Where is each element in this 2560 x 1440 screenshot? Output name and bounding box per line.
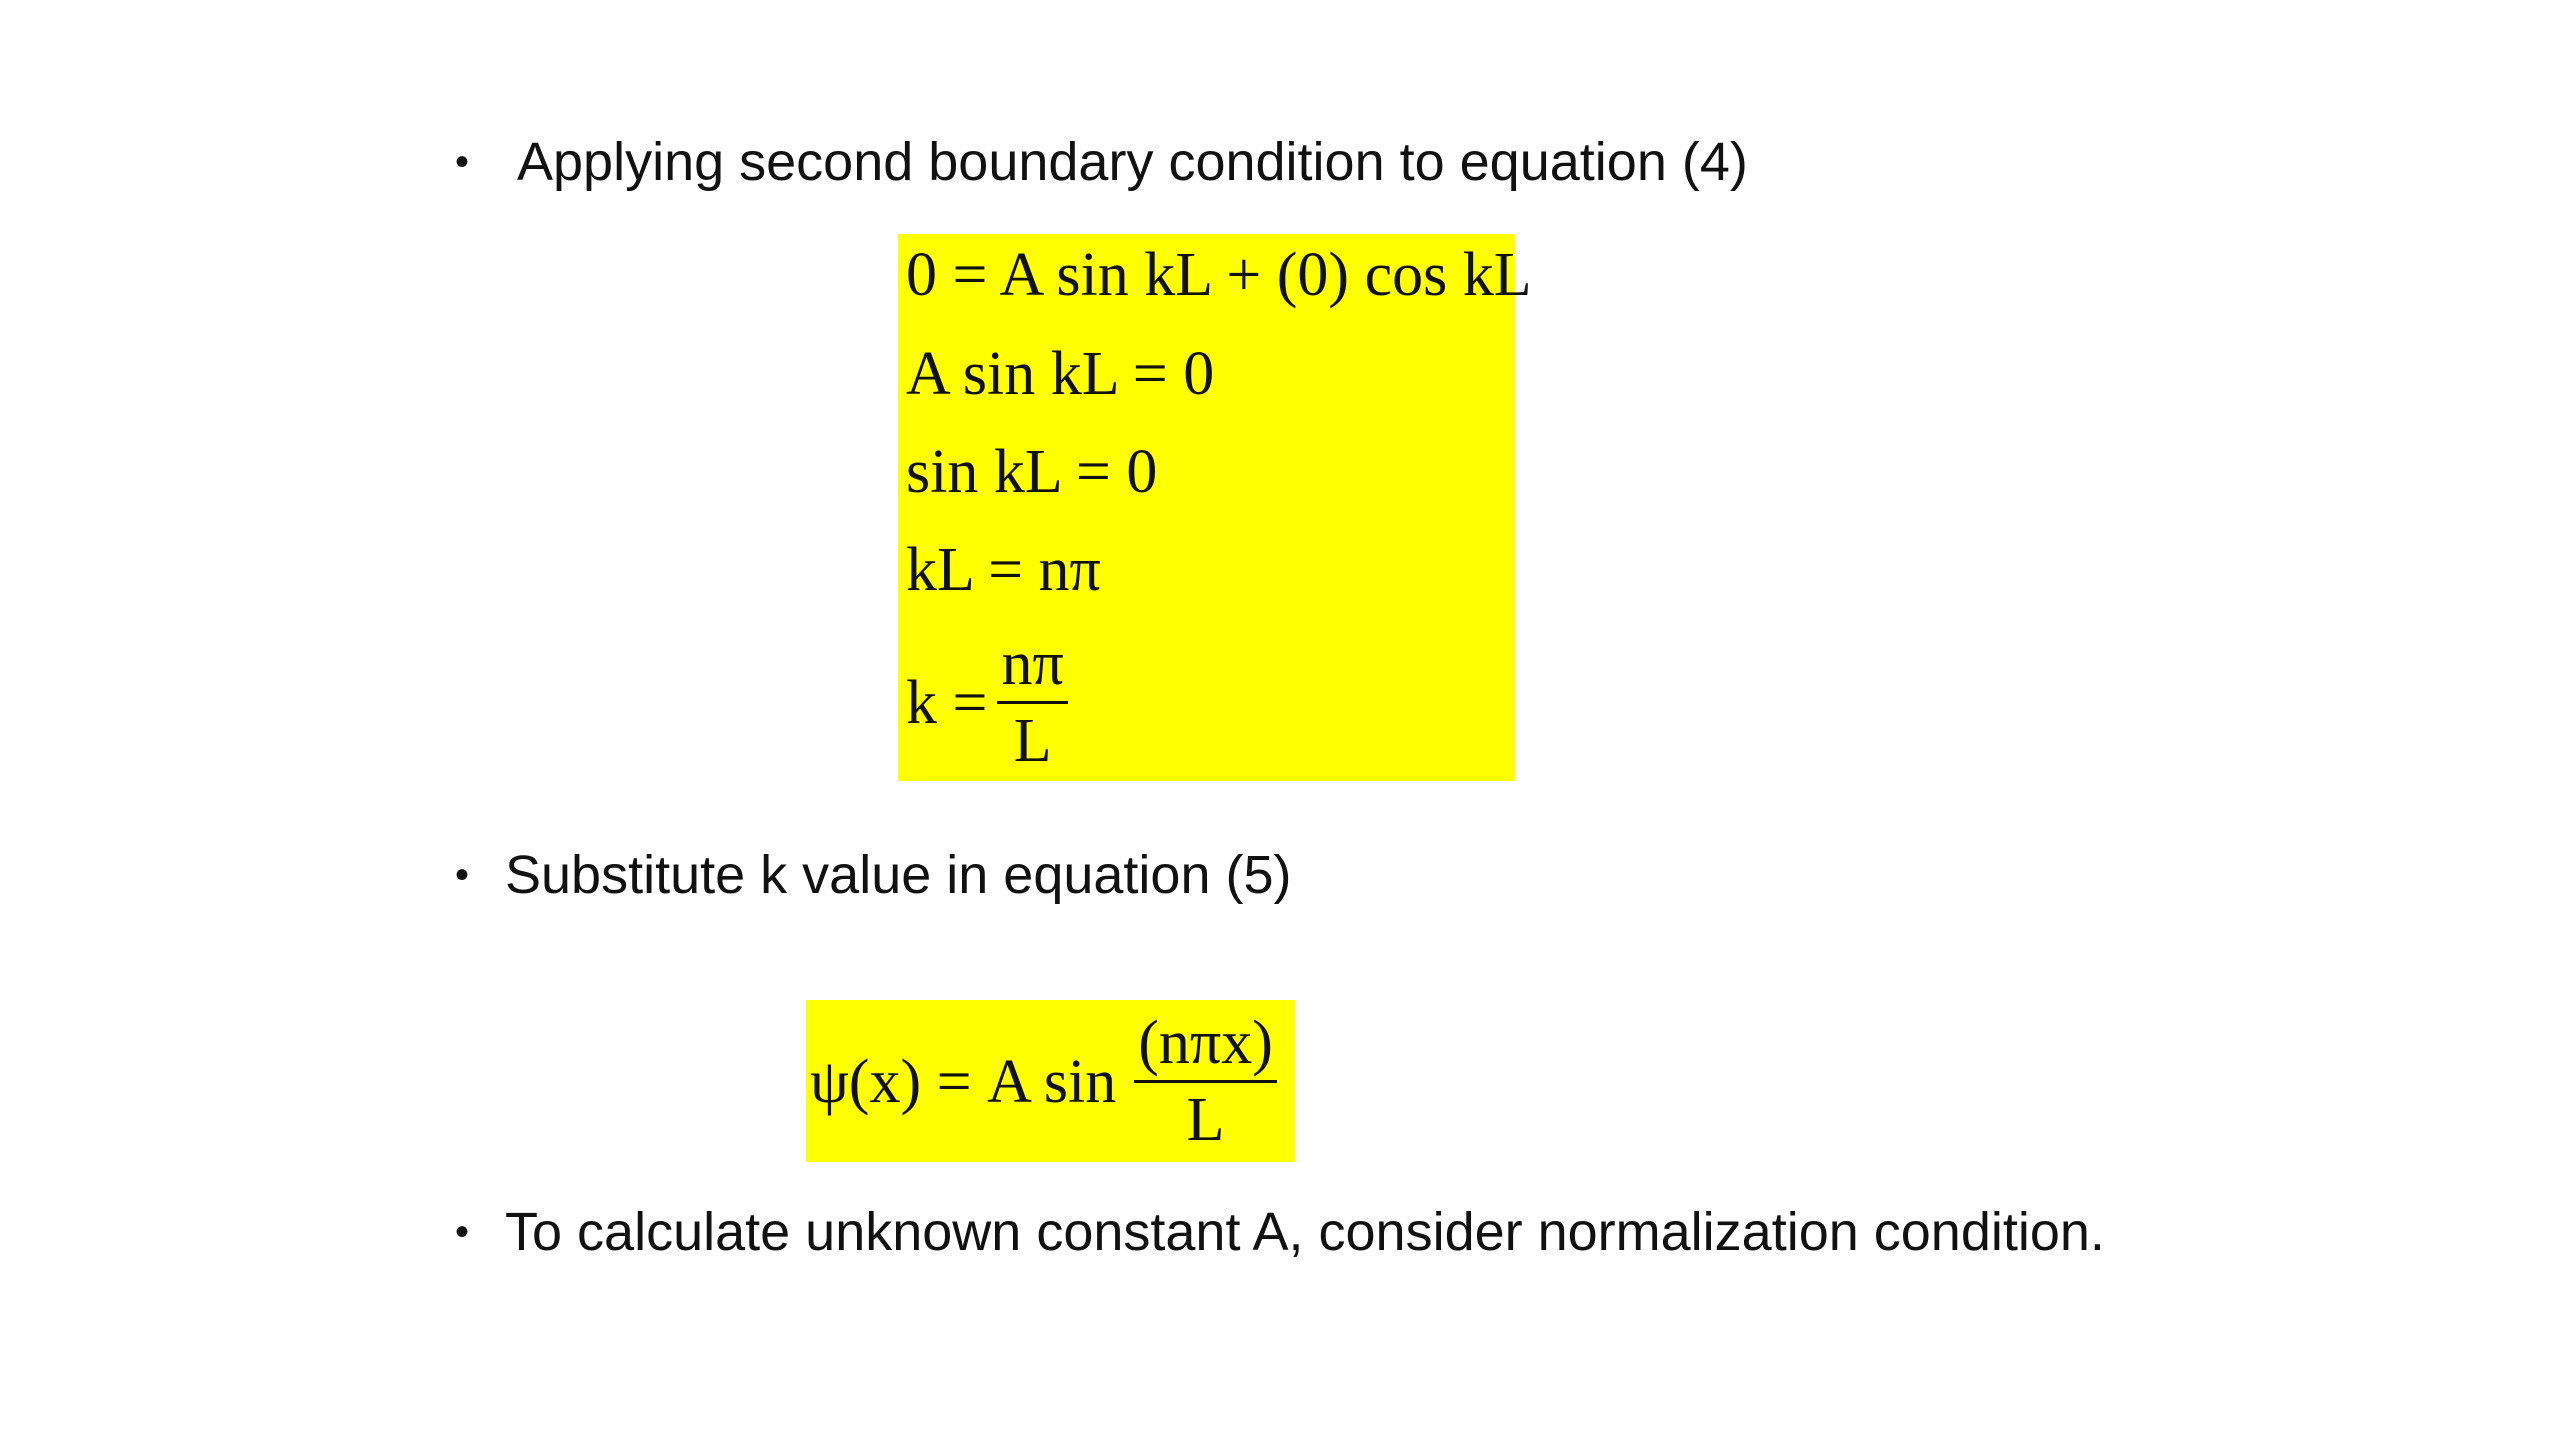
equation-line: sin kL = 0 <box>906 438 1158 506</box>
fraction-denominator: L <box>1013 707 1052 775</box>
bullet-marker: • <box>455 140 470 184</box>
equation-line: A sin kL = 0 <box>906 340 1215 408</box>
equation-line-fraction <box>906 629 1068 776</box>
equation-lhs: ψ(x) = A sin <box>810 1047 1117 1116</box>
equation-line-fraction <box>810 1008 1277 1155</box>
equation-line: kL = nπ <box>906 536 1101 604</box>
fraction-numerator: nπ <box>997 629 1067 704</box>
equation-box-psi <box>806 1000 1295 1162</box>
equation-lhs: k = <box>906 668 988 737</box>
fraction-denominator: L <box>1186 1086 1225 1154</box>
equation-line: 0 = A sin kL + (0) cos kL <box>906 241 1532 309</box>
bullet-text: Applying second boundary condition to equation (4) <box>517 132 1748 192</box>
bullet-normalization <box>455 1201 2105 1263</box>
bullet-marker: • <box>455 853 470 897</box>
fraction <box>1134 1008 1277 1155</box>
bullet-marker: • <box>455 1210 470 1254</box>
equation-box-k <box>898 234 1532 781</box>
fraction <box>997 629 1067 776</box>
fraction-numerator: (nπx) <box>1134 1008 1277 1083</box>
bullet-substitute-k <box>455 844 2105 906</box>
bullet-text: Substitute k value in equation (5) <box>505 845 1292 905</box>
bullet-boundary-condition <box>455 131 2117 193</box>
bullet-text: To calculate unknown constant A, consider normalization condition. <box>505 1202 2105 1262</box>
